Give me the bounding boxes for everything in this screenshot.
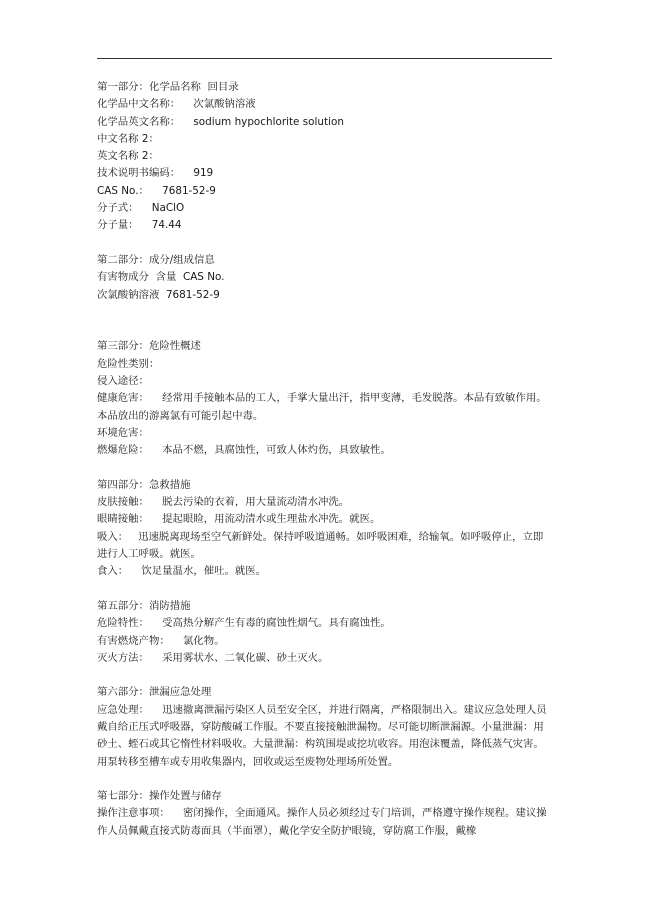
section-4-line-inhalation: 吸入： 迅速脱离现场至空气新鲜处。保持呼吸道通畅。如呼吸困难，给输氧。如呼吸停止，立即进行人工呼吸。就医。 — [97, 530, 544, 561]
section-2-line-header: 有害物成分 含量 CAS No. — [97, 271, 225, 284]
section-7 — [97, 788, 552, 840]
section-1-line-en-name-2: 英文名称 2： — [97, 150, 159, 163]
section-4-line-skin: 皮肤接触： 脱去污染的衣着，用大量流动清水冲洗。 — [97, 496, 350, 509]
section-5-line-extinguish: 灭火方法： 采用雾状水、二氧化碳、砂土灭火。 — [97, 651, 329, 664]
section-1-line-weight: 分子量： 74.44 — [97, 219, 182, 232]
section-3-line-environment: 环境危害： — [97, 426, 149, 439]
section-6-line-response: 应急处理： 迅速撤离泄漏污染区人员至安全区，并进行隔离，严格限制出入。建议应急处理人员戴自给正压式呼吸器，穿防酸碱工作服。不要直接接触泄漏物。尽可能切断泄漏源。小量泄漏：用砂土、蛭石或其它惰性材料吸收。大量泄漏：构筑围堤或挖坑收容。用泡沫覆盖，降低蒸气灾害。用泵转移至槽车或专用收集器内，回收或运至废物处理场所处置。 — [97, 703, 547, 768]
section-7-heading: 第七部分：操作处置与储存 — [97, 790, 222, 803]
header-rule — [97, 58, 552, 59]
document-body — [97, 79, 552, 840]
section-3-line-health: 健康危害： 经常用手接触本品的工人，手掌大量出汗，指甲变薄，毛发脱落。本品有致敏作用。本品放出的游离氯有可能引起中毒。 — [97, 392, 547, 422]
section-1-line-en-name: 化学品英文名称： sodium hypochlorite solution — [97, 115, 344, 128]
section-1-line-cas: CAS No.： 7681-52-9 — [97, 184, 216, 197]
section-5-heading: 第五部分：消防措施 — [97, 599, 191, 612]
section-5 — [97, 598, 552, 667]
section-3-line-category: 危险性类别： — [97, 357, 160, 370]
section-2 — [97, 252, 552, 304]
section-1-heading: 第一部分：化学品名称 回目录 — [97, 81, 239, 93]
section-3-line-fire: 燃爆危险： 本品不燃，具腐蚀性，可致人体灼伤，具致敏性。 — [97, 444, 391, 457]
section-1-line-cn-name: 化学品中文名称： 次氯酸钠溶液 — [97, 98, 256, 111]
section-3-line-route: 侵入途径： — [97, 375, 149, 388]
section-4 — [97, 477, 552, 581]
section-5-line-hazard: 危险特性： 受高热分解产生有毒的腐蚀性烟气。具有腐蚀性。 — [97, 617, 391, 630]
section-7-line-handling: 操作注意事项： 密闭操作，全面通风。操作人员必须经过专门培训，严格遵守操作规程。建议操作人员佩戴直接式防毒面具（半面罩），戴化学安全防护眼镜，穿防腐工作服，戴橡 — [97, 807, 547, 837]
section-1-line-code: 技术说明书编码： 919 — [97, 167, 214, 180]
section-6-heading: 第六部分：泄漏应急处理 — [97, 686, 212, 699]
section-1 — [97, 79, 552, 235]
section-1-line-cn-name-2: 中文名称 2： — [97, 132, 159, 145]
section-4-heading: 第四部分：急救措施 — [97, 478, 191, 491]
section-3 — [97, 338, 552, 459]
section-4-line-eye: 眼睛接触： 提起眼睑，用流动清水或生理盐水冲洗。就医。 — [97, 513, 381, 526]
section-3-heading: 第三部分：危险性概述 — [97, 340, 201, 353]
section-2-heading: 第二部分：成分/组成信息 — [97, 253, 215, 266]
section-5-line-products: 有害燃烧产物： 氯化物。 — [97, 634, 225, 647]
section-6 — [97, 684, 552, 770]
section-1-line-formula: 分子式： NaClO — [97, 202, 185, 215]
section-4-line-ingestion: 食入： 饮足量温水，催吐。就医。 — [97, 565, 267, 578]
section-2-line-row: 次氯酸钠溶液 7681-52-9 — [97, 288, 220, 301]
